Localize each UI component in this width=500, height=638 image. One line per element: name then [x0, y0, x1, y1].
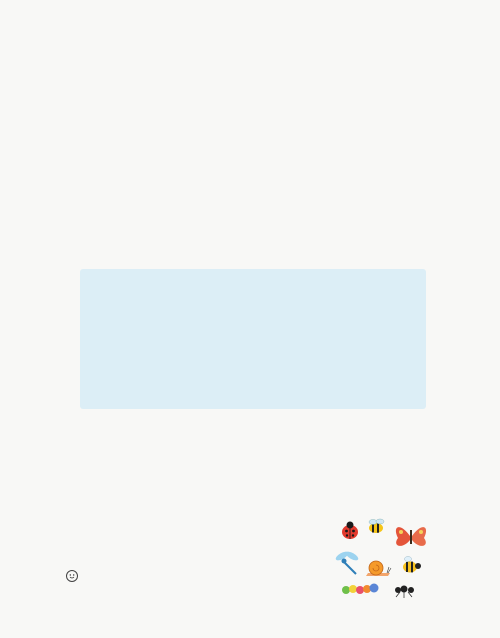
ladybug-border-bottom	[0, 598, 500, 628]
bumblebee-clipart-icon	[403, 557, 421, 573]
ant-clipart-icon	[395, 586, 414, 599]
butterfly-clipart-icon	[396, 527, 426, 546]
snail-clipart-icon	[366, 561, 391, 576]
bee-clipart-icon	[369, 519, 384, 533]
insect-clipart	[330, 518, 446, 600]
suggested-items-box	[80, 269, 426, 409]
signature-line	[60, 570, 78, 582]
ladybug-border-top	[0, 18, 500, 48]
ladybug-border-left	[10, 52, 40, 592]
caterpillar-clipart-icon	[342, 584, 379, 595]
ladybug-clipart-icon	[342, 522, 358, 540]
ladybug-border-right	[460, 52, 490, 592]
dragonfly-clipart-icon	[334, 550, 359, 574]
smiley-icon	[66, 570, 78, 582]
